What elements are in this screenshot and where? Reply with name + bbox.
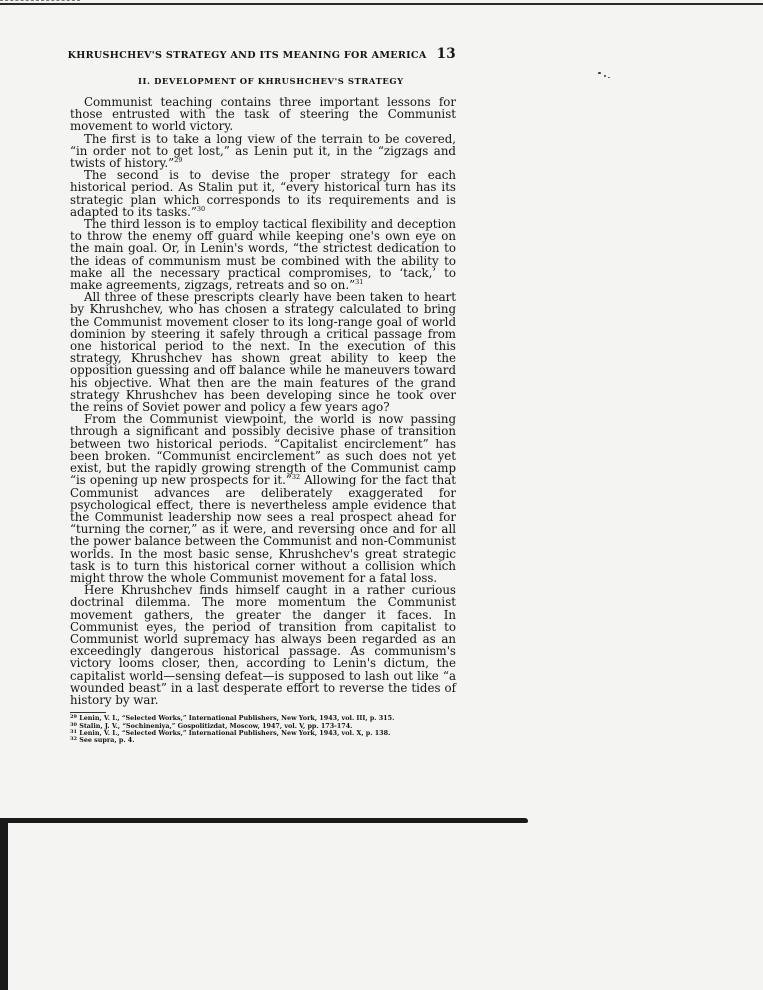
scan-speck: [608, 77, 610, 78]
paragraph: [70, 169, 456, 218]
footnote-number: 31: [70, 728, 77, 735]
paragraph: [70, 584, 456, 706]
footnotes: [70, 715, 456, 745]
paragraph: [70, 291, 456, 413]
footnote-number: 30: [70, 721, 77, 728]
footnote-ref: 29: [174, 156, 183, 165]
paragraph-text: Communist teaching contains three important lessons for those entrusted with the task of steering the Communist movement to world victory.: [70, 95, 456, 134]
body-text: [70, 96, 456, 706]
paragraph-text: The third lesson is to employ tactical flexibility and deception to throw the enemy off guard while keeping one's own eye on the main goal. Or, in Lenin's words, “the strictest dedication to the ideas of communism must be combined with the ability to make all the necessary practical compromises, to ‘tack,’ to make agreements, zigzags, retreats and so on.”: [70, 217, 456, 293]
scan-bottom-border: [0, 818, 528, 823]
paragraph: [70, 96, 456, 133]
scan-top-dash: [0, 0, 80, 2]
paragraph-text-continued: Allowing for the fact that Communist advances are deliberately exaggerated for psychological effect, there is nevertheless ample evidence that the Communist leadership now sees a real prospect ahead for “turning the corner,” as it were, and reversing once and for all the power balance between the Communist and non-Communist worlds. In the most basic sense, Khrushchev's great strategic task is to turn this historical corner without a collision which might throw the whole Communist movement for a fatal loss.: [70, 473, 456, 585]
paragraph-text: Here Khrushchev finds himself caught in a rather curious doctrinal dilemma. The more momentum the Communist movement gathers, the greater the danger it faces. In Communist eyes, the period of transition from capitalist to Communist world supremacy has always been regarded as an exceedingly dangerous historical passage. As communism's victory looms closer, then, according to Lenin's dictum, the capitalist world—sensing defeat—is supposed to lash out like “a wounded beast” in a last desperate effort to reverse the tides of history by war.: [70, 583, 456, 707]
footnote-ref: 32: [291, 473, 301, 482]
scan-top-border: [0, 3, 763, 5]
footnote-divider: [70, 712, 106, 713]
paragraph-text: The second is to devise the proper strategy for each historical period. As Stalin put it, “every historical turn has its strategic plan which corresponds to its requirements and is adapted to its tasks.”: [70, 168, 456, 219]
footnote-text: Stalin, J. V., “Sochineniya,” Gospolitizdat, Moscow, 1947, vol. V, pp. 173-174.: [79, 721, 353, 730]
scan-speck: [604, 75, 606, 77]
paragraph: [70, 133, 456, 170]
page-number: 13: [436, 46, 456, 62]
footnote-number: 29: [70, 714, 77, 721]
running-head: [67, 46, 456, 62]
paragraph-text: All three of these prescripts clearly have been taken to heart by Khrushchev, who has chosen a strategy calculated to bring the Communist movement closer to its long-range goal of world dominion by steering it safely through a critical passage from one historical period to the next. In the execution of this strategy, Khrushchev has shown great ability to keep the opposition guessing and off balance while he maneuvers toward his objective. What then are the main features of the grand strategy Khrushchev has been developing since he took over the reins of Soviet power and policy a few years ago?: [70, 290, 456, 415]
footnote-ref: 30: [196, 204, 206, 213]
book-page: [67, 46, 456, 745]
scan-speck: [598, 72, 601, 74]
scan-left-edge: [0, 820, 8, 990]
footnote-number: 32: [70, 736, 77, 743]
running-head-title: KHRUSHCHEV'S STRATEGY AND ITS MEANING FOR AMERICA: [67, 50, 427, 61]
footnote-text: Lenin, V. I., “Selected Works,” International Publishers, New York, 1943, vol. III, p. 315.: [79, 714, 395, 723]
footnote: [70, 737, 456, 744]
footnote-text: See supra, p. 4.: [79, 736, 135, 745]
footnote-ref: 31: [355, 278, 364, 287]
paragraph: [70, 413, 456, 584]
footnote-text: Lenin, V. I., “Selected Works,” International Publishers, New York, 1943, vol. X, p. 138.: [79, 728, 391, 737]
paragraph-text: The first is to take a long view of the terrain to be covered, “in order not to get lost,” as Lenin put it, in the “zigzags and twists of history.”: [70, 131, 456, 171]
paragraph-text: From the Communist viewpoint, the world is now passing through a significant and possibly decisive phase of transition between two historical periods. “Capitalist encirclement” has been broken. “Communist encirclement” as such does not yet exist, but the rapidly growing strength of the Communist camp “is opening up new prospects for it.”: [70, 412, 456, 488]
paragraph: [70, 218, 456, 291]
section-heading: II. DEVELOPMENT OF KHRUSHCHEV'S STRATEGY: [138, 76, 404, 86]
